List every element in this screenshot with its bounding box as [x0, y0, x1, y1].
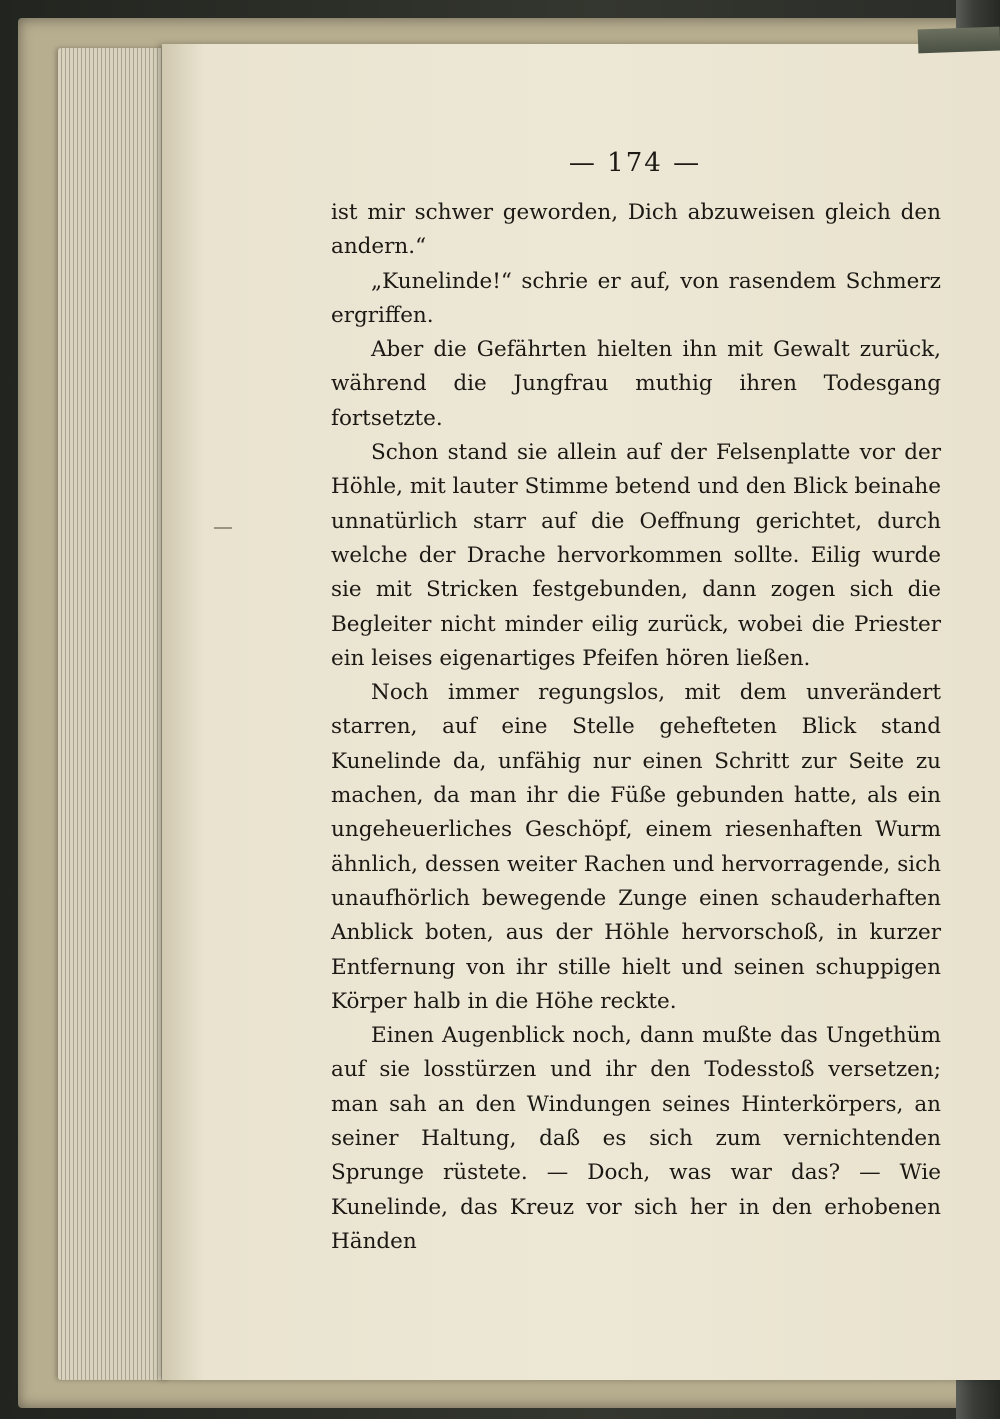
- paragraph: „Kunelinde!“ schrie er auf, von rasendem Schmerz ergriffen.: [331, 268, 941, 328]
- paragraph: Aber die Gefährten hielten ihn mit Gewalt zurück, während die Jungfrau muthig ihren Todesgang fortsetzte.: [331, 337, 941, 431]
- paragraph: Einen Augenblick noch, dann mußte das Ungethüm auf sie losstürzen und ihr den Todesstoß versetzen; man sah an den Windungen seines Hinterkörpers, an seiner Haltung, daß es sich zum vernichtenden Sprunge rüstete. — Doch, was war das? — Wie Kunelinde, das Kreuz vor sich her in den erhobenen Händen: [331, 1023, 941, 1254]
- page-number: — 174 —: [568, 148, 702, 178]
- paragraph: Schon stand sie allein auf der Felsenplatte vor der Höhle, mit lauter Stimme betend und den Blick beinahe unnatürlich starr auf die Oeffnung gerichtet, durch welche der Drache hervorkommen sollte. Eilig wurde sie mit Stricken festgebunden, dann zogen sich die Begleiter nicht minder eilig zurück, wobei die Priester ein leises eigenartiges Pfeifen hören ließen.: [331, 440, 941, 671]
- tape-strip: [918, 27, 1000, 54]
- margin-mark: [214, 527, 232, 529]
- page-edges: [58, 48, 170, 1380]
- body-text: [331, 196, 941, 1259]
- paragraph: ist mir schwer geworden, Dich abzuweisen gleich den andern.“: [331, 200, 941, 260]
- paragraph: Noch immer regungslos, mit dem unverändert starren, auf eine Stelle gehefteten Blick stand Kunelinde da, unfähig nur einen Schritt zur Seite zu machen, da man ihr die Füße gebunden hatte, als ein ungeheuerliches Geschöpf, einem riesenhaften Wurm ähnlich, dessen weiter Rachen und hervorragende, sich unaufhörlich bewegende Zunge einen schauderhaften Anblick boten, aus der Höhle hervorschoß, in kurzer Entfernung von ihr stille hielt und seinen schuppigen Körper halb in die Höhe reckte.: [331, 680, 941, 1014]
